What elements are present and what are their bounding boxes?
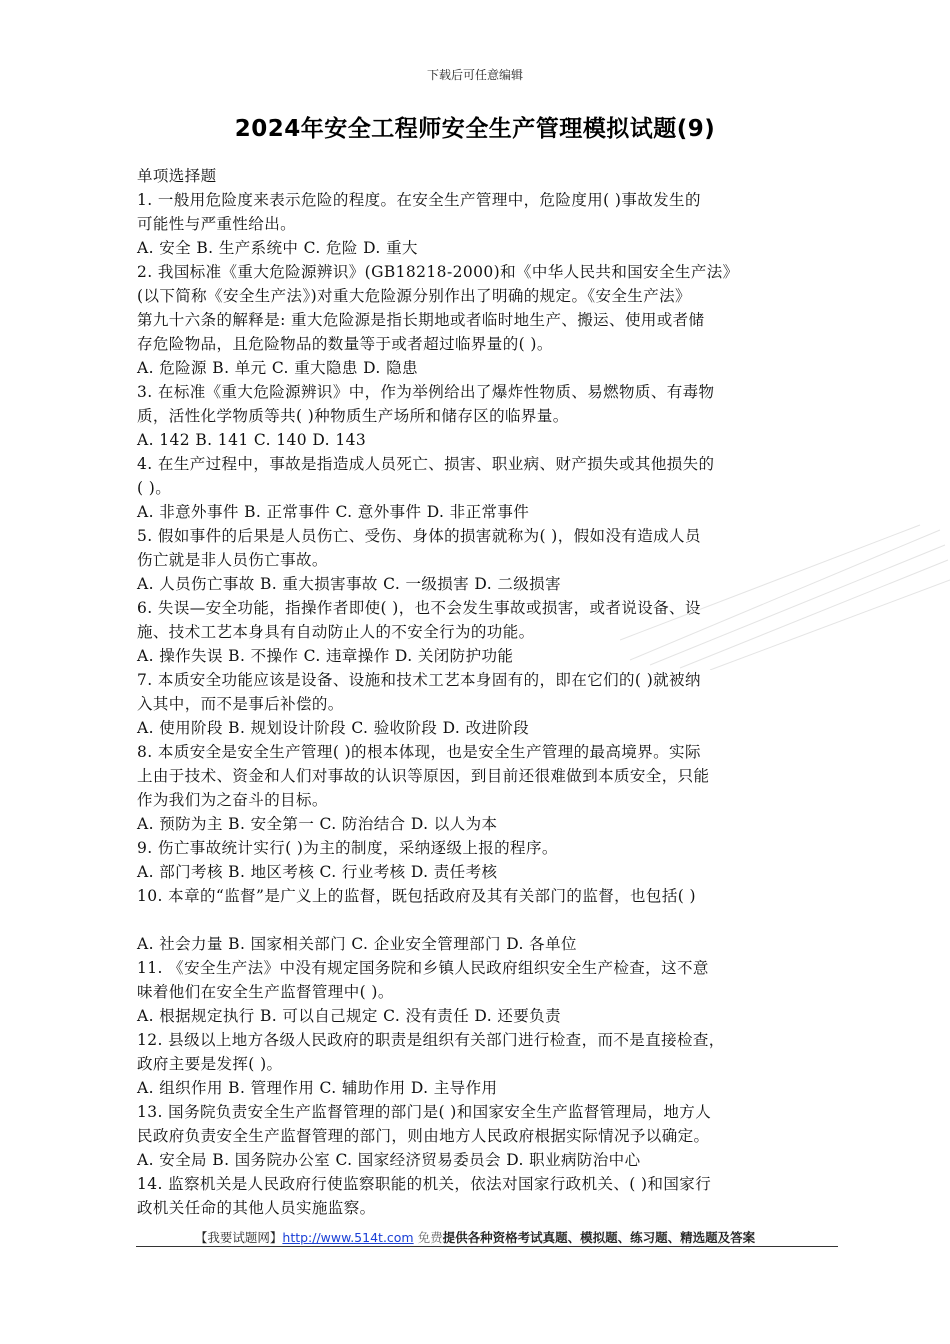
- text-line: A. 人员伤亡事故 B. 重大损害事故 C. 一级损害 D. 二级损害: [137, 575, 561, 593]
- blank-line: [137, 908, 837, 932]
- text-line: 11. 《安全生产法》中没有规定国务院和乡镇人民政府组织安全生产检查，这不意: [137, 959, 709, 977]
- text-line: 单项选择题: [137, 167, 217, 185]
- footer-prefix: 【我要试题网】: [194, 1230, 283, 1245]
- text-line: A. 组织作用 B. 管理作用 C. 辅助作用 D. 主导作用: [137, 1079, 498, 1097]
- text-line: 2. 我国标准《重大危险源辨识》(GB18218-2000)和《中华人民共和国安全生产法》: [137, 263, 739, 281]
- footer: [0, 1228, 950, 1246]
- text-line: 6. 失误—安全功能，指操作者即使( )，也不会发生事故或损害，或者说设备、设: [137, 599, 701, 617]
- text-line: 存危险物品，且危险物品的数量等于或者超过临界量的( )。: [137, 335, 553, 353]
- text-line: ( )。: [137, 479, 172, 497]
- footer-rule: [136, 1246, 838, 1247]
- footer-suffix: 提供各种资格考试真题、模拟题、练习题、精选题及答案: [442, 1230, 756, 1245]
- page-title: 2024年安全工程师安全生产管理模拟试题(9): [234, 116, 716, 142]
- text-line: 民政府负责安全生产监督管理的部门，则由地方人民政府根据实际情况予以确定。: [137, 1127, 710, 1145]
- text-line: 3. 在标准《重大危险源辨识》中，作为举例给出了爆炸性物质、易燃物质、有毒物: [137, 383, 715, 401]
- text-line: A. 非意外事件 B. 正常事件 C. 意外事件 D. 非正常事件: [137, 503, 530, 521]
- text-line: A. 危险源 B. 单元 C. 重大隐患 D. 隐患: [137, 359, 418, 377]
- text-line: A. 部门考核 B. 地区考核 C. 行业考核 D. 责任考核: [137, 863, 498, 881]
- text-line: 5. 假如事件的后果是人员伤亡、受伤、身体的损害就称为( )，假如没有造成人员: [137, 527, 701, 545]
- text-line: 10. 本章的“监督”是广义上的监督，既包括政府及其有关部门的监督，也包括( ): [137, 887, 696, 905]
- text-line: 作为我们为之奋斗的目标。: [137, 791, 328, 809]
- text-line: 政机关任命的其他人员实施监察。: [137, 1199, 376, 1217]
- exam-body: [137, 164, 837, 1220]
- text-line: 质，活性化学物质等共( )种物质生产场所和储存区的临界量。: [137, 407, 569, 425]
- text-line: 7. 本质安全功能应该是设备、设施和技术工艺本身固有的，即在它们的( )就被纳: [137, 671, 701, 689]
- text-line: 4. 在生产过程中，事故是指造成人员死亡、损害、职业病、财产损失或其他损失的: [137, 455, 715, 473]
- text-line: A. 安全局 B. 国务院办公室 C. 国家经济贸易委员会 D. 职业病防治中心: [137, 1151, 641, 1169]
- text-line: 8. 本质安全是安全生产管理( )的根本体现，也是安全生产管理的最高境界。实际: [137, 743, 701, 761]
- text-line: 入其中，而不是事后补偿的。: [137, 695, 344, 713]
- text-line: 1. 一般用危险度来表示危险的程度。在安全生产管理中，危险度用( )事故发生的: [137, 191, 701, 209]
- text-line: A. 操作失误 B. 不操作 C. 违章操作 D. 关闭防护功能: [137, 647, 514, 665]
- text-line: A. 预防为主 B. 安全第一 C. 防治结合 D. 以人为本: [137, 815, 498, 833]
- text-line: (以下简称《安全生产法》)对重大危险源分别作出了明确的规定。《安全生产法》: [137, 287, 691, 305]
- text-line: 12. 县级以上地方各级人民政府的职责是组织有关部门进行检查，而不是直接检查，: [137, 1031, 725, 1049]
- text-line: 9. 伤亡事故统计实行( )为主的制度，采纳逐级上报的程序。: [137, 839, 558, 857]
- text-line: 伤亡就是非人员伤亡事故。: [137, 551, 328, 569]
- text-line: A. 使用阶段 B. 规划设计阶段 C. 验收阶段 D. 改进阶段: [137, 719, 530, 737]
- text-line: A. 根据规定执行 B. 可以自己规定 C. 没有责任 D. 还要负责: [137, 1007, 561, 1025]
- text-line: 施、技术工艺本身具有自动防止人的不安全行为的功能。: [137, 623, 535, 641]
- text-line: A. 安全 B. 生产系统中 C. 危险 D. 重大: [137, 239, 418, 257]
- text-line: 上由于技术、资金和人们对事故的认识等原因，到目前还很难做到本质安全，只能: [137, 767, 710, 785]
- download-note: 下载后可任意编辑: [426, 68, 523, 82]
- footer-suffix-light: 免费: [413, 1230, 443, 1245]
- text-line: A. 142 B. 141 C. 140 D. 143: [137, 431, 367, 449]
- text-line: 味着他们在安全生产监督管理中( )。: [137, 983, 394, 1001]
- text-line: A. 社会力量 B. 国家相关部门 C. 企业安全管理部门 D. 各单位: [137, 935, 577, 953]
- text-line: 14. 监察机关是人民政府行使监察职能的机关，依法对国家行政机关、( )和国家行: [137, 1175, 712, 1193]
- text-line: 第九十六条的解释是: 重大危险源是指长期地或者临时地生产、搬运、使用或者储: [137, 311, 705, 329]
- footer-link[interactable]: http://www.514t.com: [282, 1230, 414, 1245]
- text-line: 政府主要是发挥( )。: [137, 1055, 283, 1073]
- text-line: 13. 国务院负责安全生产监督管理的部门是( )和国家安全生产监督管理局，地方人: [137, 1103, 712, 1121]
- text-line: 可能性与严重性给出。: [137, 215, 297, 233]
